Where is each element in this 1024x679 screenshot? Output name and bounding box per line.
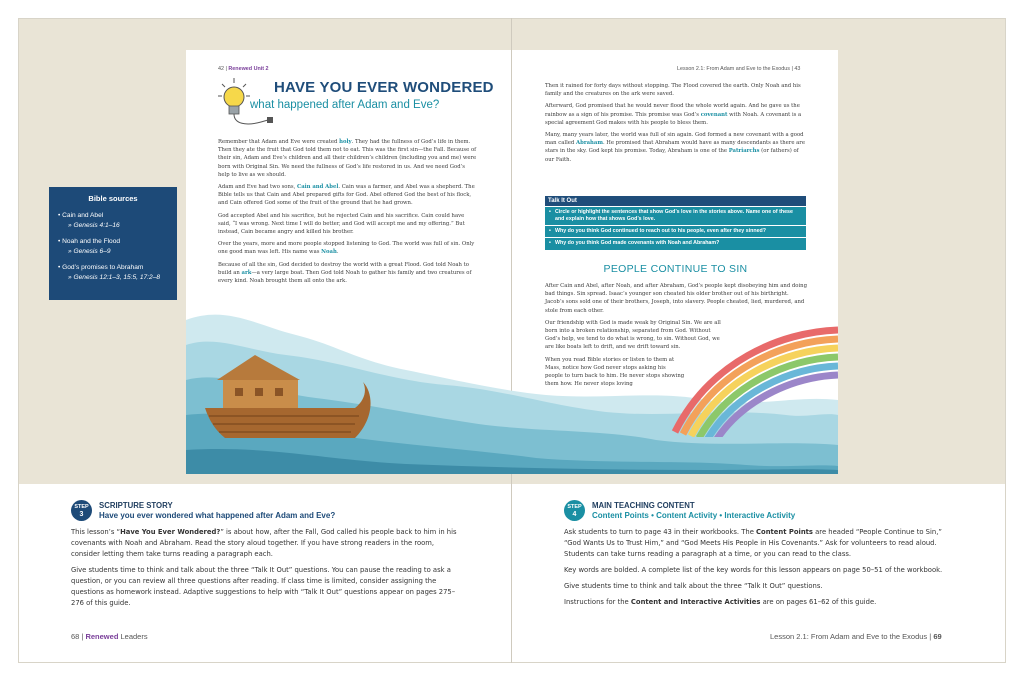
step-4-paragraph: Ask students to turn to page 43 in their workbooks. The Content Points are headed “People Continue to Sin,” “God Wants Us to Trust Him,” and “God Meets His People in His Covenants.” Ask for volunteers to read aloud. Students can take turns reading a paragraph at a time, or you can read to the class. <box>564 528 942 559</box>
source-item: • Noah and the Flood <box>58 238 121 245</box>
step-4-subheading: Content Points • Content Activity • Interactive Activity <box>592 511 796 520</box>
source-ref: » Genesis 4:1–16 <box>68 222 120 229</box>
body-paragraph: Then it rained for forty days without stopping. The Flood covered the earth. Only Noah and his family and the creatures on the ark were saved. <box>545 83 801 98</box>
step-4-paragraph: Give students time to think and talk about the three “Talk It Out” questions. <box>564 582 823 591</box>
step-3-paragraph: This lesson’s “Have You Ever Wondered?” is about how, after the Fall, God called his people back to him in his covenants with Noah and Abraham. Read the story aloud together. If you have strong readers in the room, consider letting them take turns reading a paragraph each. <box>71 528 457 559</box>
key-word: holy <box>339 139 352 145</box>
key-word: ark <box>241 269 252 276</box>
left-body-text <box>218 138 478 289</box>
talk-question: • Circle or highlight the sentences that show God’s love in the stories above. Name one of these and explain how that shows God’s love. <box>545 207 806 225</box>
right-running-head: Lesson 2.1: From Adam and Eve to the Exodus | 43 <box>677 66 801 72</box>
bible-sources-box <box>49 187 177 300</box>
left-running-head: 42 | Renewed Unit 2 <box>218 66 269 72</box>
right-body-text <box>545 82 807 168</box>
talk-it-out-heading: Talk It Out <box>545 196 806 206</box>
talk-it-out-box <box>545 196 806 250</box>
body-paragraph: God accepted Abel and his sacrifice, but he rejected Cain and his sacrifice. Cain could have said, “I was wrong. Next time I will do better, and God will accept me and my offering.” But instead, Cain became angry and killed his brother. <box>218 212 465 236</box>
source-item: • God’s promises to Abraham <box>58 264 144 271</box>
section-title: PEOPLE CONTINUE TO SIN <box>603 263 748 275</box>
page-subtitle: what happened after Adam and Eve? <box>250 99 440 111</box>
step-4-badge: STEP 4 <box>564 500 585 521</box>
body-paragraph: Afterward, God promised that he would never flood the whole world again. And he gave us the rainbow as a sign of his promise. This promise was God’s covenant with Noah. A covenant is a special agreement God makes with his people to bless them. <box>545 103 802 126</box>
step-4-paragraph: Key words are bolded. A complete list of the key words for this lesson appears on page 50–51 of the workbook. <box>564 566 943 575</box>
step-3-text <box>71 527 463 615</box>
key-word: Noah <box>321 249 337 256</box>
body-paragraph: Because of all the sin, God decided to destroy the world with a great Flood. God told Noah to build an ark—a very large boat. Then God told Noah to gather his family and two creatures of every kind. Noah brought them all onto the ark. <box>218 261 472 285</box>
step-3-subheading: Have you ever wondered what happened after Adam and Eve? <box>99 511 336 520</box>
step-4-heading: MAIN TEACHING CONTENT <box>592 501 695 510</box>
key-word: Cain and Abel <box>297 184 339 191</box>
step-3-badge: STEP 3 <box>71 500 92 521</box>
step-3-paragraph: Give students time to think and talk about the three “Talk It Out” questions. You can pause the reading to ask a question, or you can review all three questions after reading. If class time is limited, consider assigning the questions as homework instead. Adaptive suggestions to help with “Talk It Out” questions appear on pages 275–276 of this guide. <box>71 566 456 608</box>
step-4-text <box>564 527 952 613</box>
key-word: Abraham <box>576 140 603 147</box>
ark-illustration <box>205 350 375 445</box>
body-paragraph: Remember that Adam and Eve were created holy. They had the fullness of God’s life in them. Then they ate the fruit that God told them not to eat. This was the first sin—the Fall. Because of their sin, Adam and Eve’s children and all their children’s children (including you and me) were born with Original Sin. We need the fullness of God’s life restored in us. And we need God’s help to live as we should. <box>218 139 477 178</box>
footer-left: 68 | Renewed Leaders <box>71 632 148 641</box>
section-paragraph: After Cain and Abel, after Noah, and after Abraham, God’s people kept disobeying him and doing bad things. Sin spread. Isaac’s younger son cheated his older brother out of his birthright. Jacob’s sons sold one of their brothers, Joseph, into slavery. People cheated, lied, murdered, and stole from each other. <box>545 283 807 314</box>
source-ref: » Genesis 6–9 <box>68 248 111 255</box>
section-body-text <box>545 282 807 392</box>
key-word: Patriarchs <box>728 148 760 155</box>
body-paragraph: Over the years, more and more people stopped listening to God. The world was full of sin. Only one good man was left. His name was Noah. <box>218 241 475 256</box>
section-paragraph: Our friendship with God is made weak by Original Sin. We are all born into a broken relationship, separated from God. Without God’s help, we tend to do what is wrong, to sin. Without God, we are like boats left to drift, and we drift toward sin. <box>545 319 721 351</box>
section-paragraph: When you read Bible stories or listen to them at Mass, notice how God never stops asking his people to turn back to him. He never stops showing them how. He never stops loving <box>545 356 685 388</box>
talk-question: • Why do you think God continued to reach out to his people, even after they sinned? <box>545 226 806 237</box>
footer-right: Lesson 2.1: From Adam and Eve to the Exodus | 69 <box>770 632 942 641</box>
page-title: HAVE YOU EVER WONDERED <box>274 79 494 96</box>
step-3-heading: SCRIPTURE STORY <box>99 501 173 510</box>
step-4-paragraph: Instructions for the Content and Interactive Activities are on pages 61–62 of this guide. <box>564 598 877 607</box>
body-paragraph: Adam and Eve had two sons, Cain and Abel. Cain was a farmer, and Abel was a shepherd. The Bible tells us that Cain and Abel prepared gifts for God. Abel offered God the best of his flock, and Cain offered God some of the fruit of the ground that he had grown. <box>218 184 475 207</box>
key-word: covenant <box>700 111 728 118</box>
bible-sources-heading: Bible sources <box>88 194 138 203</box>
talk-question: • Why do you think God made covenants with Noah and Abraham? <box>545 238 806 249</box>
source-item: • Cain and Abel <box>58 212 104 219</box>
body-paragraph: Many, many years later, the world was full of sin again. God formed a new covenant with a good man called Abraham. He promised that Abraham would have as many descendants as there are stars in the sky. God kept his promise. Today, Abraham is one of the Patriarchs (or fathers) of our Faith. <box>545 132 805 163</box>
source-ref: » Genesis 12:1–3, 15:5, 17:2–8 <box>68 274 161 281</box>
